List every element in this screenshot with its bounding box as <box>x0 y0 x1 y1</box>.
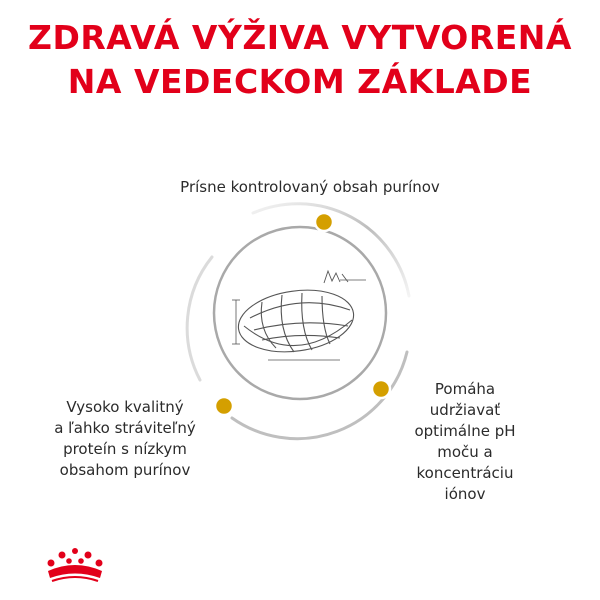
feature-right-line: optimálne pH <box>414 422 516 440</box>
feature-right-line: moču a <box>437 443 493 461</box>
feature-left-line: obsahom purínov <box>59 461 191 479</box>
royal-canin-crown-icon <box>40 545 110 585</box>
feature-left-line: Vysoko kvalitný <box>66 398 184 416</box>
feature-left-line: a ľahko stráviteľný <box>54 419 196 437</box>
feature-right-line: koncentráciu <box>416 464 514 482</box>
feature-right <box>395 379 535 505</box>
feature-right-line: Pomáha <box>434 380 496 398</box>
gold-dot-top <box>315 213 333 231</box>
feature-top-line: Prísne kontrolovaný obsah purínov <box>180 178 440 196</box>
gold-dot-left <box>215 397 233 415</box>
feature-right-line: iónov <box>444 485 486 503</box>
inner-ring <box>214 227 386 399</box>
headline-line-1: ZDRAVÁ VÝŽIVA VYTVORENÁ <box>28 18 572 57</box>
feature-right-line: udržiavať <box>429 401 501 419</box>
feature-left <box>40 397 210 481</box>
feature-left-line: proteín s nízkym <box>63 440 187 458</box>
feature-top <box>150 177 470 198</box>
kibble-sketch-icon <box>232 271 366 360</box>
headline-line-2: NA VEDECKOM ZÁKLADE <box>67 62 533 101</box>
gold-dot-right <box>372 380 390 398</box>
